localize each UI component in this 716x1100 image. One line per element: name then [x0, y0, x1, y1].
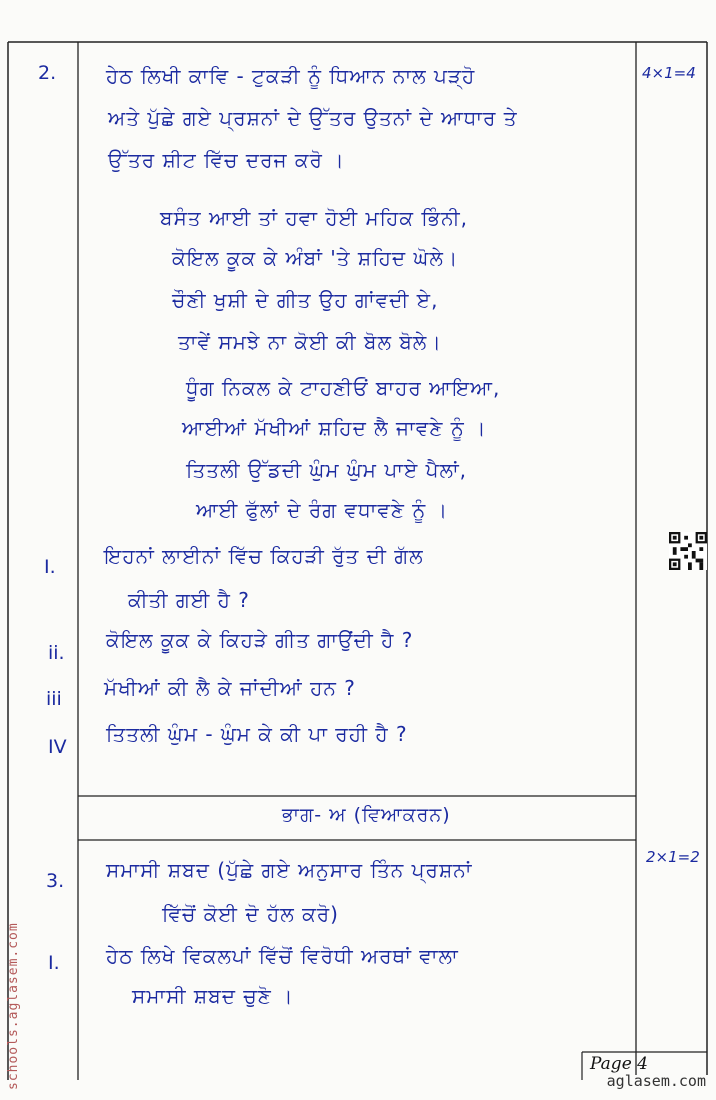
subquestion-text: ਸਮਾਸੀ ਸ਼ਬਦ ਚੁਣੋ ।: [132, 984, 294, 1008]
poem-line: ਚੌਣੀ ਖੁਸ਼ੀ ਦੇ ਗੀਤ ਉਹ ਗਾਂਵਦੀ ਏ,: [172, 288, 439, 312]
poem-line: ਬਸੰਤ ਆਈ ਤਾਂ ਹਵਾ ਹੋਈ ਮਹਿਕ ਭਿੰਨੀ,: [160, 206, 468, 230]
subquestion-text: ਕੀਤੀ ਗਈ ਹੈ ?: [128, 588, 250, 612]
poem-line: ਆਈਆਂ ਮੱਖੀਆਂ ਸ਼ਹਿਦ ਲੈ ਜਾਵਣੇ ਨੂੰ ।: [182, 416, 487, 440]
section-heading: ਭਾਗ- ਅ (ਵਿਆਕਰਨ): [282, 804, 451, 826]
q2-instruction-line-3: ਉੱਤਰ ਸ਼ੀਟ ਵਿੱਚ ਦਰਜ ਕਰੋ ।: [108, 148, 345, 172]
footer-watermark: aglasem.com: [606, 1072, 706, 1090]
qr-code-image: [669, 532, 707, 570]
subquestion-text: ਮੱਖੀਆਂ ਕੀ ਲੈ ਕੇ ਜਾਂਦੀਆਂ ਹਨ ?: [104, 676, 356, 700]
page-number: Page 4: [590, 1054, 648, 1074]
q3-instruction-line-2: ਵਿੱਚੋਂ ਕੋਈ ਦੋ ਹੱਲ ਕਰੋ): [162, 902, 339, 926]
question-3-number: 3.: [46, 870, 65, 892]
subquestion-number: I.: [48, 952, 60, 974]
subquestion-text: ਹੇਠ ਲਿਖੇ ਵਿਕਲਪਾਂ ਵਿੱਚੋਂ ਵਿਰੋਧੀ ਅਰਥਾਂ ਵਾਲਾ: [106, 944, 459, 968]
question-2-marks: 4×1=4: [642, 64, 696, 82]
q2-instruction-line-2: ਅਤੇ ਪੁੱਛੇ ਗਏ ਪ੍ਰਸ਼ਨਾਂ ਦੇ ਉੱਤਰ ਉਤਨਾਂ ਦੇ ਆਧਾਰ ਤੇ: [108, 106, 518, 130]
question-2-number: 2.: [38, 62, 57, 84]
subquestion-text: ਕੋਇਲ ਕੂਕ ਕੇ ਕਿਹੜੇ ਗੀਤ ਗਾਉਂਦੀ ਹੈ ?: [106, 628, 414, 652]
poem-line: ਤਾਵੇਂ ਸਮਝੇ ਨਾ ਕੋਈ ਕੀ ਬੋਲ ਬੋਲੇ।: [178, 330, 442, 354]
subquestion-number: IV: [48, 736, 67, 758]
subquestion-number: iii: [46, 688, 62, 710]
subquestion-text: ਤਿਤਲੀ ਘੁੰਮ - ਘੁੰਮ ਕੇ ਕੀ ਪਾ ਰਹੀ ਹੈ ?: [106, 722, 408, 746]
side-watermark: schools.aglasem.com: [6, 922, 21, 1090]
poem-line: ਕੋਇਲ ਕੂਕ ਕੇ ਅੰਬਾਂ 'ਤੇ ਸ਼ਹਿਦ ਘੋਲੇ।: [172, 246, 459, 270]
poem-line: ਆਈ ਫੁੱਲਾਂ ਦੇ ਰੰਗ ਵਧਾਵਣੇ ਨੂੰ ।: [196, 498, 449, 522]
subquestion-number: ii.: [48, 642, 65, 664]
subquestion-text: ਇਹਨਾਂ ਲਾਈਨਾਂ ਵਿੱਚ ਕਿਹੜੀ ਰੁੱਤ ਦੀ ਗੱਲ: [104, 544, 424, 568]
q2-instruction-line-1: ਹੇਠ ਲਿਖੀ ਕਾਵਿ - ਟੁਕੜੀ ਨੂੰ ਧਿਆਨ ਨਾਲ ਪੜ੍ਹੋ: [106, 64, 476, 88]
question-3-marks: 2×1=2: [646, 848, 700, 866]
poem-line: ਤਿਤਲੀ ਉੱਡਦੀ ਘੁੰਮ ਘੁੰਮ ਪਾਏ ਪੈਲਾਂ,: [186, 458, 468, 482]
subquestion-number: I.: [44, 556, 56, 578]
q3-instruction-line-1: ਸਮਾਸੀ ਸ਼ਬਦ (ਪੁੱਛੇ ਗਏ ਅਨੁਸਾਰ ਤਿੰਨ ਪ੍ਰਸ਼ਨਾਂ: [106, 858, 473, 882]
poem-line: ਧੂੰਗ ਨਿਕਲ ਕੇ ਟਾਹਣੀਓਂ ਬਾਹਰ ਆਇਆ,: [186, 376, 501, 400]
